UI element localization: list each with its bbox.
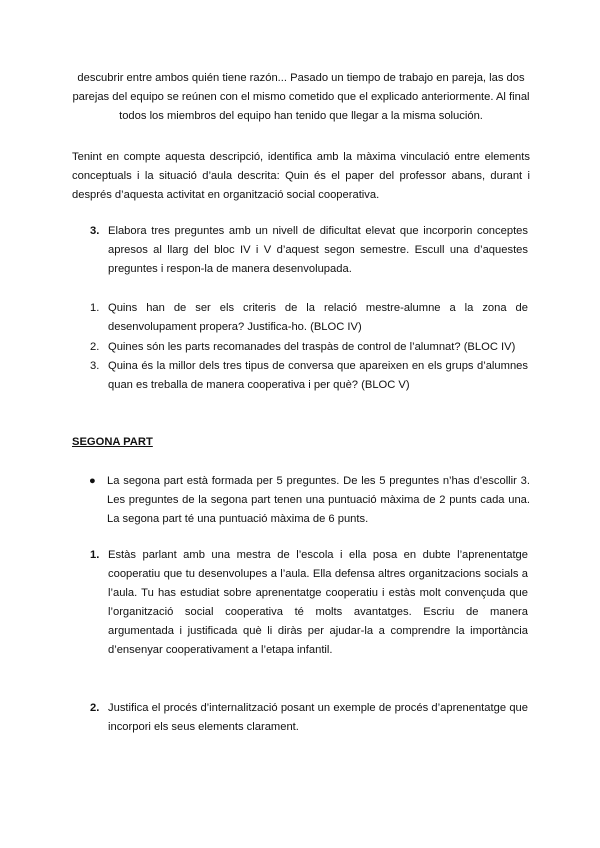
- sub-question-number: 1.: [90, 302, 100, 314]
- intro-paragraph: descubrir entre ambos quién tiene razón... Pasado un tiempo de trabajo en pareja, las dos parejas del equipo se reúnen con el mismo cometido que el explicado anteriormente. Al final todos los miembros del equipo han tenido que llegar a la misma solución.: [72, 72, 530, 122]
- bullet-text: La segona part està formada per 5 preguntes. De les 5 preguntes n’has d’escollir 3. Les preguntes de la segona part tenen una puntuació màxima de 2 punts cada una. La segona part té una puntuació màxima de 6 punts.: [107, 475, 530, 525]
- question-number: 1.: [90, 549, 100, 561]
- sub-question-number: 2.: [90, 341, 100, 353]
- bullet-icon: ●: [89, 475, 96, 487]
- question-number: 3.: [90, 225, 100, 237]
- question-text: Justifica el procés d’internalització posant un exemple de procés d’aprenentatge que incorpori els seus elements clarament.: [108, 702, 528, 733]
- question-text: Elabora tres preguntes amb un nivell de dificultat elevat que incorporin conceptes apresos al llarg del bloc IV i V d’aquest segon semestre. Escull una d’aquestes preguntes i respon-la de manera desenvolupada.: [108, 225, 528, 275]
- sub-question-text: Quines són les parts recomanades del traspàs de control de l’alumnat? (BLOC IV): [108, 341, 516, 353]
- question-text: Estàs parlant amb una mestra de l’escola i ella posa en dubte l’aprenentatge cooperatiu que tu desenvolupes a l’aula. Ella defensa altres organitzacions socials a l’aula. Tu has estudiat sobre aprenentatge cooperatiu i estàs molt convençuda que l’organització social cooperativa té molts avantatges. Escriu de manera argumentada i justificada què li diràs per ajudar-la a comprendre la importància d’ensenyar cooperativament a l’etapa infantil.: [108, 549, 528, 656]
- sub-question-text: Quina és la millor dels tres tipus de conversa que apareixen en els grups d’alumnes quan es treballa de manera cooperativa i per què? (BLOC V): [108, 360, 528, 391]
- instruction-paragraph: Tenint en compte aquesta descripció, identifica amb la màxima vinculació entre elements conceptuals i la situació d’aula descrita: Quin és el paper del professor abans, durant i després d’aquesta activitat en organització social cooperativa.: [72, 151, 530, 201]
- sub-question-text: Quins han de ser els criteris de la relació mestre-alumne a la zona de desenvolupament propera? Justifica-ho. (BLOC IV): [108, 302, 528, 333]
- question-number: 2.: [90, 702, 100, 714]
- section-heading: SEGONA PART: [72, 436, 153, 448]
- sub-question-number: 3.: [90, 360, 100, 372]
